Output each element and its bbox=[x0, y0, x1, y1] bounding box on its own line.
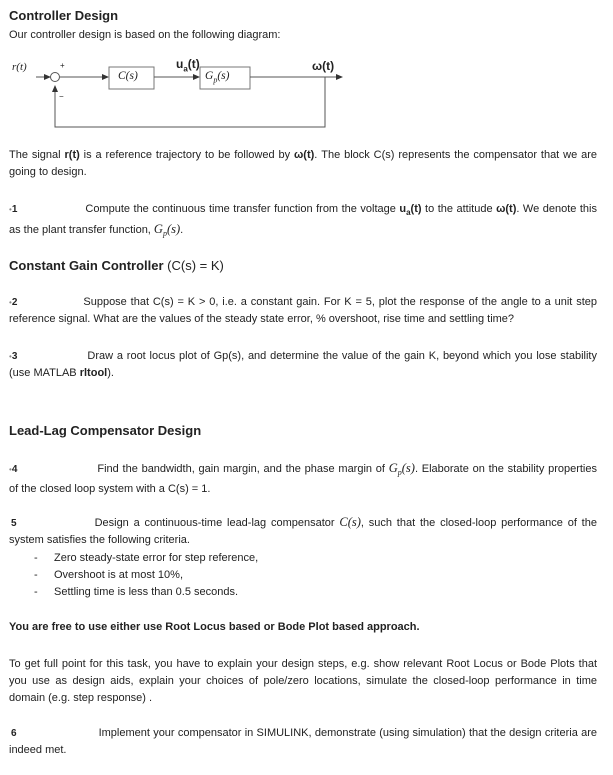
criteria-list bbox=[34, 550, 574, 601]
block-diagram bbox=[0, 55, 613, 135]
output-label: ω(t) bbox=[312, 59, 335, 73]
question-number: 1 bbox=[11, 204, 18, 215]
question-number: 6 bbox=[11, 728, 17, 739]
question-number: 3 bbox=[11, 351, 18, 362]
section-heading-lead-lag: Lead-Lag Compensator Design bbox=[9, 423, 202, 438]
controller-label: C(s) bbox=[118, 70, 138, 82]
question-2: •2 Suppose that C(s) = K > 0, i.e. a constant gain. For K = 5, plot the response of the angle to a unit step reference signal. What are the values of the steady state error, % overshoot, rise time and settling time? bbox=[9, 296, 597, 325]
section-heading-constant-gain: Constant Gain Controller (C(s) = K) bbox=[9, 258, 224, 273]
feedback-path bbox=[55, 77, 325, 127]
input-label: r(t) bbox=[12, 61, 27, 73]
summing-junction bbox=[51, 73, 60, 82]
criteria-item: - Overshoot is at most 10%, bbox=[34, 567, 574, 584]
question-number: 4 bbox=[11, 464, 18, 475]
plant-label: $G_p(s)$ bbox=[205, 70, 230, 85]
diagram-lines bbox=[0, 55, 613, 135]
criteria-item: - Settling time is less than 0.5 seconds. bbox=[34, 584, 574, 601]
instructions-text: To get full point for this task, you have to explain your design steps, e.g. show relevant Root Locus or Bode Plots that you use as design aids, explain your choices of pole/zero locations, simulate the closed-loop performance in time domain (e.g. step response) . bbox=[9, 658, 597, 704]
question-number: 2 bbox=[11, 297, 18, 308]
question-5: 5 Design a continuous-time lead-lag compensator C(s), such that the closed-loop performance of the system satisfies the following criteria. bbox=[9, 515, 597, 546]
control-signal-label: $u_a(t)$ bbox=[176, 57, 200, 74]
minus-sign: − bbox=[59, 92, 64, 101]
question-number: 5 bbox=[11, 518, 17, 529]
plus-sign: + bbox=[60, 61, 65, 70]
question-6: 6 Implement your compensator in SIMULINK, demonstrate (using simulation) that the design criteria are indeed met. bbox=[9, 727, 597, 756]
approach-note: You are free to use either use Root Locus based or Bode Plot based approach. bbox=[9, 621, 420, 633]
signal-description: The signal r(t) is a reference trajectory to be followed by ω(t). The block C(s) represents the compensator that we are going to design. bbox=[9, 149, 597, 178]
page-title: Controller Design bbox=[9, 8, 119, 23]
question-3: •3 Draw a root locus plot of Gp(s), and determine the value of the gain K, beyond which you lose stability (use MATLAB rltool). bbox=[9, 350, 597, 379]
question-1: •1 Compute the continuous time transfer function from the voltage $u_a(t)$ to the attitude ω(t). We denote this as the plant transfer function, $G_p(s)$. bbox=[9, 203, 597, 239]
intro-text: Our controller design is based on the following diagram: bbox=[9, 29, 281, 41]
criteria-item: - Zero steady-state error for step reference, bbox=[34, 550, 574, 567]
question-4: •4 Find the bandwidth, gain margin, and the phase margin of $G_p(s)$. Elaborate on the stability properties of the closed loop system with a C(s) = 1. bbox=[9, 461, 597, 496]
